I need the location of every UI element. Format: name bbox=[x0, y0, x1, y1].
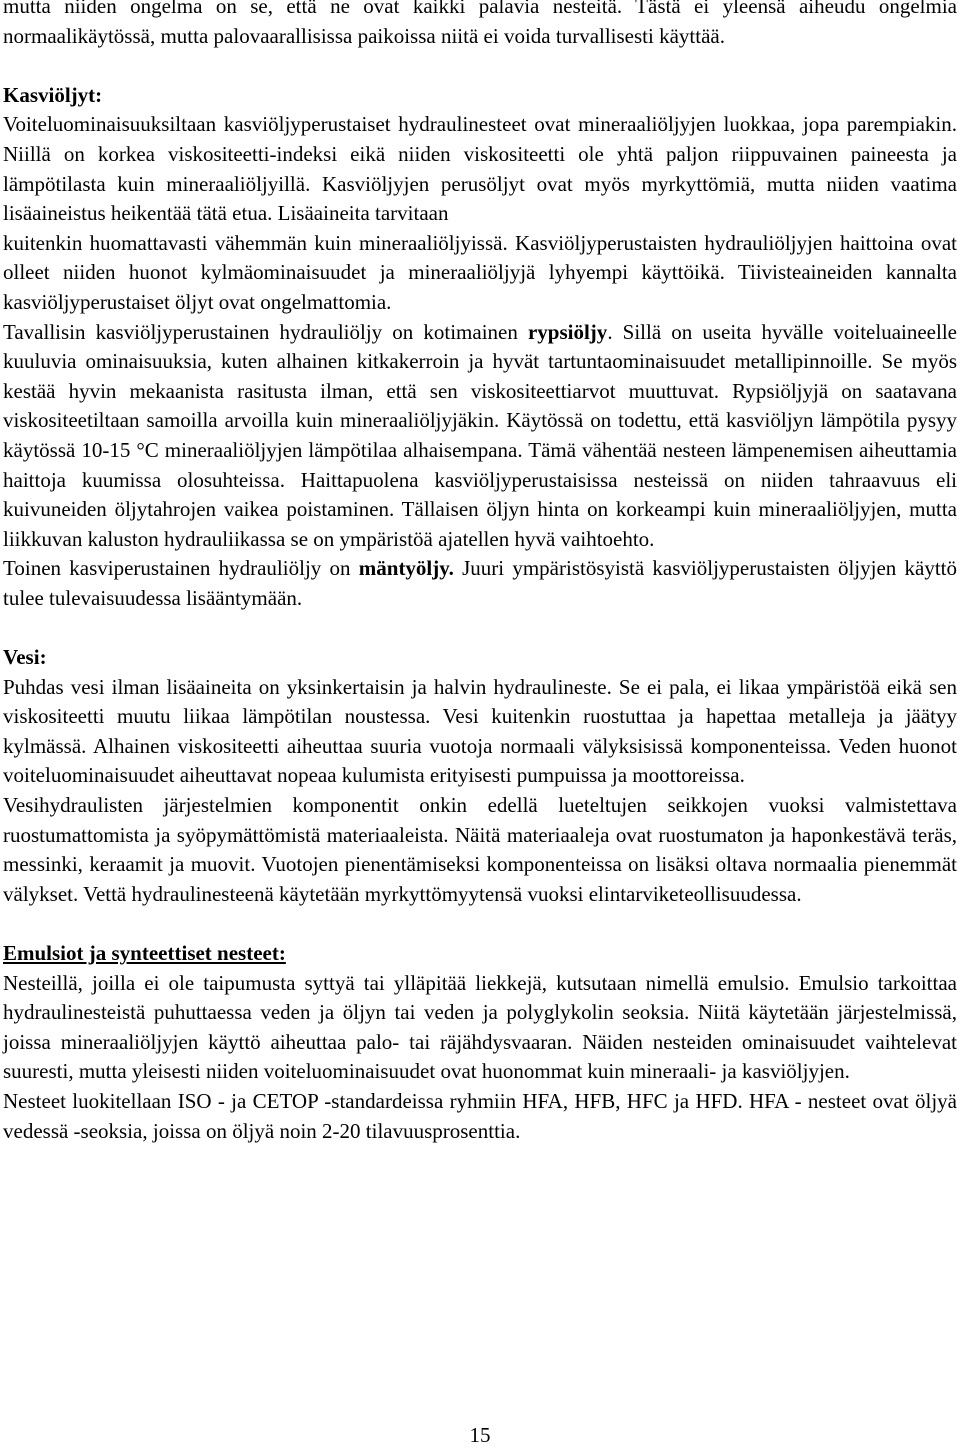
emulsiot-paragraph-2: Nesteet luokitellaan ISO - ja CETOP -standardeissa ryhmiin HFA, HFB, HFC ja HFD. HFA - nesteet ovat öljyä vedessä -seoksia, joissa on öljyä noin 2-20 tilavuusprosenttia. bbox=[3, 1088, 957, 1143]
section-gap bbox=[3, 909, 957, 939]
text-run: . Sillä on useita hyvälle voiteluaineelle kuuluvia ominaisuuksia, kuten alhainen kitkakerroin ja hyvät tartuntaominaisuudet metallipinnoille. Se myös kestää hyvin mekaanista rasitusta ilman, että sen viskositeettiarvot muuttuvat. Rypsiöljyjä on saatavana viskositeetiltaan samoilla arvoilla kuin mineraaliöljyjäkin. Käytössä on todettu, että kasviöljyn lämpötila pysyy käytössä 10-15 °C mineraaliöljyjen lämpötilaa alhaisempana. Tämä vähentää nesteen lämpenemisen aiheuttamia haittoja kuumissa olosuhteissa. Haittapuolena kasviöljyperustaisissa nesteissä on niiden tahraavuus eli kuivuneiden öljytahrojen vaikea poistaminen. Tällaisen öljyn hinta on korkeampi kuin mineraaliöljyjen, mutta liikkuvan kaluston hydrauliikassa se on ympäristöä ajatellen hyvä vaihtoehto. bbox=[3, 319, 957, 551]
bold-term-rypsioljy: rypsiöljy bbox=[527, 319, 608, 344]
kasvioljyt-paragraph-3 bbox=[3, 318, 957, 555]
section-heading-emulsiot: Emulsiot ja synteettiset nesteet: bbox=[3, 941, 286, 965]
section-gap bbox=[3, 51, 957, 81]
text-run: Juuri ympäristösyistä kasviöljyperustaisten öljyjen käyttö tulee tulevaisuudessa lisääntymään. bbox=[3, 556, 957, 610]
section-heading-kasvioljyt: Kasviöljyt: bbox=[3, 82, 103, 107]
text-run: Tavallisin kasviöljyperustainen hydrauliöljy on kotimainen bbox=[3, 319, 528, 344]
kasvioljyt-paragraph-4 bbox=[3, 554, 957, 613]
kasvioljyt-paragraph-2: kuitenkin huomattavasti vähemmän kuin mineraaliöljyissä. Kasviöljyperustaisten hydrauliöljyjen haittoina ovat olleet niiden huonot kylmäominaisuudet ja mineraaliöljyjä lyhyempi käyttöikä. Tiivisteaineiden kannalta kasviöljyperustaiset öljyt ovat ongelmattomia. bbox=[3, 230, 957, 314]
vesi-paragraph-1: Puhdas vesi ilman lisäaineita on yksinkertaisin ja halvin hydraulineste. Se ei pala, ei likaa ympäristöä eikä sen viskositeetti muutu liikaa lämpötilan noustessa. Vesi kuitenkin ruostuttaa ja hapettaa metalleja ja jäätyy kylmässä. Alhainen viskositeetti aiheuttaa suuria vuotoja normaali välyksisissä komponenteissa. Veden huonot voiteluominaisuudet aiheuttavat nopeaa kulumista erityisesti pumpuissa ja moottoreissa. bbox=[3, 674, 957, 788]
intro-paragraph: mutta niiden ongelma on se, että ne ovat kaikki palavia nesteitä. Tästä ei yleensä aiheudu ongelmia normaalikäytössä, mutta palovaarallisissa paikoissa niitä ei voida turvallisesti käyttää. bbox=[3, 0, 957, 48]
vesi-paragraph-2: Vesihydraulisten järjestelmien komponentit onkin edellä lueteltujen seikkojen vuoksi valmistettava ruostumattomista ja syöpymättömistä materiaaleista. Näitä materiaaleja ovat ruostumaton ja haponkestävä teräs, messinki, keraamit ja muovit. Vuotojen pienentämiseksi komponenteissa on lisäksi oltava normaalia pienemmät välykset. Vettä hydraulinesteenä käytetään myrkyttömyytensä vuoksi elintarviketeollisuudessa. bbox=[3, 793, 957, 906]
section-heading-vesi: Vesi: bbox=[3, 645, 47, 670]
bold-term-mantyoljy: mäntyöljy. bbox=[358, 556, 454, 581]
page-content bbox=[3, 0, 957, 1146]
text-run: Toinen kasviperustainen hydrauliöljy on bbox=[3, 556, 359, 581]
section-gap bbox=[3, 613, 957, 643]
kasvioljyt-paragraph-1: Voiteluominaisuuksiltaan kasviöljyperustaiset hydraulinesteet ovat mineraaliöljyjen luokkaa, jopa parempiakin. Niillä on korkea viskositeetti-indeksi eikä niiden viskositeetti ole yhtä paljon riippuvainen paineesta ja lämpötilasta kuin mineraaliöljyillä. Kasviöljyjen perusöljyt ovat myös myrkyttömiä, mutta niiden vaatima lisäaineistus heikentää tätä etua. Lisäaineita tarvitaan bbox=[3, 112, 957, 226]
emulsiot-paragraph-1: Nesteillä, joilla ei ole taipumusta syttyä tai ylläpitää liekkejä, kutsutaan nimellä emulsio. Emulsio tarkoittaa hydraulinesteistä puhuttaessa veden ja öljyn tai veden ja polyglykolin seoksia. Niitä käytetään järjestelmissä, joissa mineraaliöljyjen käyttö aiheuttaa palo- tai räjähdysvaaran. Näiden nesteiden ominaisuudet vaihtelevat suuresti, mutta yleisesti niiden voiteluominaisuudet ovat huonommat kuin mineraali- ja kasviöljyjen. bbox=[3, 970, 957, 1084]
page-number: 15 bbox=[469, 1423, 491, 1447]
